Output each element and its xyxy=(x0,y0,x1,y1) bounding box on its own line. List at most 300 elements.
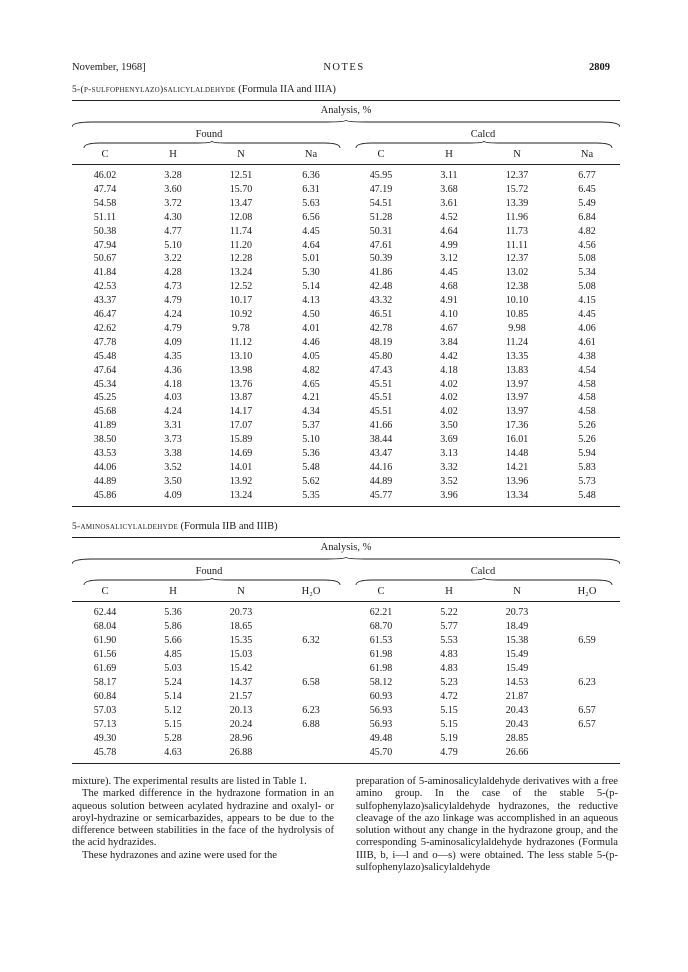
table-cell: 61.90 xyxy=(93,635,117,646)
table-cell: 4.64 xyxy=(302,239,320,251)
table-row xyxy=(72,719,620,731)
table-cell: 4.21 xyxy=(302,392,320,404)
table-cell: 3.50 xyxy=(440,420,458,432)
table-cell: 3.84 xyxy=(440,336,458,348)
table-row xyxy=(72,379,620,391)
table-row xyxy=(72,240,620,252)
table-cell: 14.48 xyxy=(505,448,529,459)
table-row xyxy=(72,677,620,689)
table-cell: 5.66 xyxy=(164,635,182,646)
table-cell: 4.18 xyxy=(440,364,458,376)
column-header: Na xyxy=(580,149,594,160)
table-cell: 4.35 xyxy=(164,350,182,362)
table-cell: 4.72 xyxy=(440,691,458,702)
table-cell: 4.01 xyxy=(302,322,320,334)
table-cell: 6.36 xyxy=(302,170,320,181)
table-cell: 4.83 xyxy=(440,663,458,674)
table-cell: 47.74 xyxy=(93,183,117,195)
table-row xyxy=(72,198,620,210)
table-cell: 42.62 xyxy=(93,322,117,334)
table-cell: 5.35 xyxy=(302,489,320,501)
table-cell: 46.47 xyxy=(93,309,117,320)
table-cell: 13.87 xyxy=(229,392,253,404)
table-cell: 3.31 xyxy=(164,420,182,432)
table-cell: 5.15 xyxy=(440,719,458,730)
table-cell: 4.79 xyxy=(164,322,182,334)
table-cell: 51.11 xyxy=(93,211,117,223)
table1-header-rule xyxy=(72,164,620,165)
table-cell: 41.86 xyxy=(369,267,393,279)
column-header: N xyxy=(237,149,245,160)
table-cell: 4.05 xyxy=(302,350,320,362)
table-cell: 20.43 xyxy=(505,719,529,730)
column-header: H xyxy=(169,586,177,597)
table-cell: 6.84 xyxy=(578,211,596,223)
table-cell: 61.56 xyxy=(93,649,117,660)
table2-caption-formula: (Formula IIB and IIIB) xyxy=(180,521,278,532)
table-cell: 68.70 xyxy=(369,621,393,632)
table-cell: 58.17 xyxy=(93,677,117,688)
table-cell: 47.19 xyxy=(369,183,393,195)
table-cell: 43.53 xyxy=(93,448,117,459)
table-cell: 3.11 xyxy=(440,170,458,181)
table-cell: 15.42 xyxy=(229,663,253,674)
table-cell: 14.37 xyxy=(229,677,253,688)
table-cell: 5.19 xyxy=(440,733,458,744)
table-cell: 4.56 xyxy=(578,239,596,251)
table-cell: 4.02 xyxy=(440,378,458,390)
table-row xyxy=(72,705,620,717)
table-cell: 45.70 xyxy=(369,747,393,758)
table2-group-braces xyxy=(72,578,620,586)
table-cell: 12.51 xyxy=(229,170,253,181)
table1-bottom-rule xyxy=(72,506,620,507)
table-cell: 46.02 xyxy=(93,170,117,181)
table-row xyxy=(72,649,620,661)
column-header: N xyxy=(237,586,245,597)
table-cell: 4.58 xyxy=(578,406,596,418)
table-cell: 11.73 xyxy=(505,225,529,237)
table-cell: 11.11 xyxy=(506,239,528,251)
table-cell: 5.34 xyxy=(578,267,596,279)
table-cell: 50.67 xyxy=(93,253,117,265)
table-cell: 3.32 xyxy=(440,461,458,473)
table-cell: 45.34 xyxy=(93,378,117,390)
table-cell: 4.28 xyxy=(164,267,182,279)
table-cell: 45.48 xyxy=(93,350,117,362)
table-row xyxy=(72,253,620,265)
table2-found-label: Found xyxy=(195,566,223,577)
table-cell: 5.37 xyxy=(302,420,320,432)
table-cell: 50.39 xyxy=(369,253,393,265)
column-header: N xyxy=(513,586,521,597)
table-row xyxy=(72,434,620,446)
table-cell: 12.38 xyxy=(505,281,529,293)
table-cell: 13.76 xyxy=(229,378,253,390)
table-cell: 5.08 xyxy=(578,253,596,265)
table-cell: 38.44 xyxy=(369,434,393,446)
table-cell: 45.25 xyxy=(93,392,117,404)
table-cell: 21.57 xyxy=(229,691,253,702)
table-cell: 54.58 xyxy=(93,197,117,209)
table-cell: 11.20 xyxy=(229,239,253,251)
table-cell: 5.49 xyxy=(578,197,596,209)
table-cell: 4.73 xyxy=(164,281,182,293)
table-cell: 6.31 xyxy=(302,183,320,195)
table-row xyxy=(72,747,620,759)
table-cell: 13.34 xyxy=(505,489,529,501)
table-cell: 11.96 xyxy=(505,211,529,223)
table-cell: 6.57 xyxy=(578,705,596,716)
table-cell: 20.73 xyxy=(505,607,529,618)
table-row xyxy=(72,212,620,224)
table-cell: 11.24 xyxy=(505,336,529,348)
table-cell: 15.72 xyxy=(505,183,529,195)
table-cell: 5.86 xyxy=(164,621,182,632)
table-row xyxy=(72,406,620,418)
table-cell: 20.43 xyxy=(505,705,529,716)
table2-analysis-brace xyxy=(72,557,620,565)
table-cell: 4.82 xyxy=(302,364,320,376)
table-cell: 15.70 xyxy=(229,183,253,195)
table-cell: 3.61 xyxy=(440,197,458,209)
table-cell: 4.38 xyxy=(578,350,596,362)
table-cell: 4.67 xyxy=(440,322,458,334)
table-cell: 15.03 xyxy=(229,649,253,660)
table-cell: 3.12 xyxy=(440,253,458,265)
table-cell: 18.65 xyxy=(229,621,253,632)
table-cell: 6.57 xyxy=(578,719,596,730)
table-cell: 42.78 xyxy=(369,322,393,334)
table-cell: 45.51 xyxy=(369,406,393,418)
table-cell: 44.06 xyxy=(93,461,117,473)
table-cell: 5.22 xyxy=(440,607,458,618)
table-cell: 57.13 xyxy=(93,719,117,730)
column-header: C xyxy=(101,586,109,597)
table-cell: 13.83 xyxy=(505,364,529,376)
table-cell: 12.08 xyxy=(229,211,253,223)
table-cell: 9.98 xyxy=(508,322,526,334)
table-cell: 4.42 xyxy=(440,350,458,362)
table-cell: 11.74 xyxy=(229,225,253,237)
table-cell: 5.24 xyxy=(164,677,182,688)
table-cell: 14.69 xyxy=(229,448,253,459)
table-cell: 4.50 xyxy=(302,309,320,320)
column-header: N xyxy=(513,149,521,160)
table-cell: 4.63 xyxy=(164,747,182,758)
table-cell: 13.97 xyxy=(505,378,529,390)
table-cell: 12.52 xyxy=(229,281,253,293)
table-cell: 5.01 xyxy=(302,253,320,265)
table-cell: 41.89 xyxy=(93,420,117,432)
table-cell: 5.12 xyxy=(164,705,182,716)
table-cell: 4.03 xyxy=(164,392,182,404)
table-cell: 4.68 xyxy=(440,281,458,293)
table-cell: 5.36 xyxy=(302,448,320,459)
table-row xyxy=(72,476,620,488)
table2-caption-compound: 5-aminosalicylaldehyde xyxy=(72,522,178,532)
table-cell: 16.01 xyxy=(505,434,529,446)
table-cell: 4.58 xyxy=(578,378,596,390)
table-cell: 47.64 xyxy=(93,364,117,376)
table-row xyxy=(72,663,620,675)
table1-found-label: Found xyxy=(195,129,223,140)
table-cell: 10.85 xyxy=(505,309,529,320)
table-cell: 26.88 xyxy=(229,747,253,758)
table-cell: 3.69 xyxy=(440,434,458,446)
table-cell: 28.96 xyxy=(229,733,253,744)
table-cell: 44.89 xyxy=(93,475,117,487)
table-cell: 14.53 xyxy=(505,677,529,688)
table-cell: 13.10 xyxy=(229,350,253,362)
table-cell: 4.82 xyxy=(578,225,596,237)
table-cell: 4.02 xyxy=(440,406,458,418)
right-para-1: preparation of 5-aminosalicylaldehyde derivatives with a free amino group. In the case of the stable 5-(p-sulfophenylazo)salicylaldehyde hydrazones, the reductive cleavage of the azo linkage was accomplished in an aqueous solution without any change in the hydrazone group, and the corresponding 5-aminosalicylaldehyde hydrazones (Formula IIIB, b, i—l and o—s) were obtained. The less stable 5-(p-sulfophenylazo)salicylaldehyde xyxy=(356,776,618,874)
table-cell: 54.51 xyxy=(369,197,393,209)
table-cell: 45.86 xyxy=(93,489,117,501)
table-cell: 48.19 xyxy=(369,336,393,348)
table-cell: 17.36 xyxy=(505,420,529,432)
table2-bottom-rule xyxy=(72,763,620,764)
table-cell: 62.21 xyxy=(369,607,393,618)
column-header: C xyxy=(377,586,385,597)
table-cell: 43.32 xyxy=(369,295,393,307)
table-cell: 47.61 xyxy=(369,239,393,251)
table-cell: 13.24 xyxy=(229,489,253,501)
body-text-right-column xyxy=(356,776,618,874)
table1-caption-formula: (Formula IIA and IIIA) xyxy=(238,84,336,95)
table-cell: 56.93 xyxy=(369,719,393,730)
table-cell: 5.48 xyxy=(302,461,320,473)
table-cell: 4.61 xyxy=(578,336,596,348)
column-header: H xyxy=(445,149,453,160)
table-row xyxy=(72,691,620,703)
table-cell: 20.24 xyxy=(229,719,253,730)
table-cell: 5.23 xyxy=(440,677,458,688)
table-row xyxy=(72,733,620,745)
table1-caption-compound: 5-(p-sulfophenylazo)salicylaldehyde xyxy=(72,85,236,95)
table2-calcd-label: Calcd xyxy=(470,566,496,577)
table-cell: 13.97 xyxy=(505,392,529,404)
table-cell: 56.93 xyxy=(369,705,393,716)
table1 xyxy=(72,100,620,510)
table-cell: 44.89 xyxy=(369,475,393,487)
table-cell: 5.14 xyxy=(164,691,182,702)
table1-top-rule xyxy=(72,100,620,101)
table-cell: 4.18 xyxy=(164,378,182,390)
table-cell: 11.12 xyxy=(229,336,253,348)
table-row xyxy=(72,281,620,293)
header-section: NOTES xyxy=(323,62,365,73)
table-cell: 5.15 xyxy=(164,719,182,730)
table-cell: 6.32 xyxy=(302,635,320,646)
table-cell: 49.48 xyxy=(369,733,393,744)
table-cell: 5.03 xyxy=(164,663,182,674)
table-row xyxy=(72,226,620,238)
table-cell: 4.79 xyxy=(440,747,458,758)
column-header: H xyxy=(169,149,177,160)
table2-analysis-label: Analysis, % xyxy=(320,542,372,553)
table-cell: 4.83 xyxy=(440,649,458,660)
table1-analysis-brace xyxy=(72,120,620,128)
table-row xyxy=(72,365,620,377)
table-row xyxy=(72,621,620,633)
table-cell: 5.28 xyxy=(164,733,182,744)
table-cell: 13.02 xyxy=(505,267,529,279)
table-cell: 5.26 xyxy=(578,420,596,432)
table-cell: 5.15 xyxy=(440,705,458,716)
table-cell: 14.17 xyxy=(229,406,253,418)
table-cell: 5.10 xyxy=(164,239,182,251)
table-cell: 61.53 xyxy=(369,635,393,646)
table-row xyxy=(72,267,620,279)
table-cell: 13.39 xyxy=(505,197,529,209)
table-cell: 4.02 xyxy=(440,392,458,404)
header-date: November, 1968] xyxy=(72,62,146,73)
table-cell: 6.45 xyxy=(578,183,596,195)
table-cell: 5.77 xyxy=(440,621,458,632)
table-cell: 13.98 xyxy=(229,364,253,376)
table1-calcd-label: Calcd xyxy=(470,129,496,140)
table-cell: 10.10 xyxy=(505,295,529,307)
table-cell: 3.28 xyxy=(164,170,182,181)
table-cell: 5.10 xyxy=(302,434,320,446)
table-cell: 4.46 xyxy=(302,336,320,348)
table-cell: 20.73 xyxy=(229,607,253,618)
table-cell: 57.03 xyxy=(93,705,117,716)
left-para-2: The marked difference in the hydrazone formation in an aqueous solution between acylated hydrazine and oxalyl- or aroyl-hydrazine or semicarbazides, appears to be due to the difference between stabilities in the face of the hydrolysis of the acid hydrazides. xyxy=(72,788,334,849)
table-row xyxy=(72,323,620,335)
column-header: H₂O xyxy=(301,586,321,597)
left-para-1: mixture). The experimental results are listed in Table 1. xyxy=(72,776,307,787)
table-cell: 17.07 xyxy=(229,420,253,432)
table-cell: 3.60 xyxy=(164,183,182,195)
table-cell: 50.31 xyxy=(369,225,393,237)
table-cell: 14.21 xyxy=(505,461,529,473)
table-cell: 6.88 xyxy=(302,719,320,730)
table-cell: 45.51 xyxy=(369,378,393,390)
header-page-number: 2809 xyxy=(589,62,610,73)
table-cell: 41.66 xyxy=(369,420,393,432)
left-para-3: These hydrazones and azine were used for the xyxy=(82,849,278,861)
table-cell: 6.23 xyxy=(578,677,596,688)
table-cell: 3.68 xyxy=(440,183,458,195)
table-cell: 4.09 xyxy=(164,489,182,501)
table-cell: 5.63 xyxy=(302,197,320,209)
table-cell: 61.69 xyxy=(93,663,117,674)
column-header: H xyxy=(445,586,453,597)
table-cell: 51.28 xyxy=(369,211,393,223)
table-cell: 4.54 xyxy=(578,364,596,376)
table-cell: 5.08 xyxy=(578,281,596,293)
table2-top-rule xyxy=(72,537,620,538)
table-cell: 3.96 xyxy=(440,489,458,501)
table1-caption xyxy=(72,84,336,95)
table-row xyxy=(72,635,620,647)
table-cell: 45.78 xyxy=(93,747,117,758)
table-cell: 3.52 xyxy=(440,475,458,487)
table-cell: 62.44 xyxy=(93,607,117,618)
body-text-left-column xyxy=(72,776,334,862)
table-cell: 12.28 xyxy=(229,253,253,265)
table-cell: 4.13 xyxy=(302,295,320,307)
table-cell: 13.92 xyxy=(229,475,253,487)
table-cell: 15.35 xyxy=(229,635,253,646)
table-cell: 4.99 xyxy=(440,239,458,251)
table-cell: 14.01 xyxy=(229,461,253,473)
table2-caption xyxy=(72,521,278,532)
table-row xyxy=(72,184,620,196)
table-cell: 12.37 xyxy=(505,253,529,265)
table-cell: 13.47 xyxy=(229,197,253,209)
table1-analysis-label: Analysis, % xyxy=(320,105,372,116)
table-row xyxy=(72,295,620,307)
table-cell: 44.16 xyxy=(369,461,393,473)
table-cell: 4.34 xyxy=(302,406,320,418)
table-row xyxy=(72,448,620,460)
table-cell: 13.97 xyxy=(505,406,529,418)
table-cell: 45.80 xyxy=(369,350,393,362)
table-row xyxy=(72,490,620,502)
column-header: C xyxy=(377,149,385,160)
table-cell: 47.43 xyxy=(369,364,393,376)
table-row xyxy=(72,337,620,349)
table-cell: 4.79 xyxy=(164,295,182,307)
table-cell: 45.77 xyxy=(369,489,393,501)
table-cell: 6.59 xyxy=(578,635,596,646)
table-cell: 68.04 xyxy=(93,621,117,632)
table-cell: 5.30 xyxy=(302,267,320,279)
table-cell: 49.30 xyxy=(93,733,117,744)
table-cell: 4.85 xyxy=(164,649,182,660)
table-cell: 15.49 xyxy=(505,649,529,660)
table-cell: 21.87 xyxy=(505,691,529,702)
table-cell: 58.12 xyxy=(369,677,393,688)
table-cell: 10.17 xyxy=(229,295,253,307)
table-cell: 61.98 xyxy=(369,649,393,660)
table-row xyxy=(72,351,620,363)
table-cell: 60.93 xyxy=(369,691,393,702)
table-cell: 4.06 xyxy=(578,322,596,334)
table-row xyxy=(72,392,620,404)
table-cell: 4.52 xyxy=(440,211,458,223)
table-cell: 3.38 xyxy=(164,448,182,459)
table2-header-rule xyxy=(72,601,620,602)
table-cell: 15.89 xyxy=(229,434,253,446)
table-cell: 6.58 xyxy=(302,677,320,688)
table-row xyxy=(72,170,620,182)
table-cell: 45.95 xyxy=(369,170,393,181)
table-cell: 4.77 xyxy=(164,225,182,237)
column-header: C xyxy=(101,149,109,160)
table-row xyxy=(72,607,620,619)
table-cell: 5.26 xyxy=(578,434,596,446)
table-cell: 4.58 xyxy=(578,392,596,404)
table-cell: 3.52 xyxy=(164,461,182,473)
table-cell: 6.56 xyxy=(302,211,320,223)
table-cell: 4.09 xyxy=(164,336,182,348)
table-cell: 61.98 xyxy=(369,663,393,674)
table-cell: 5.62 xyxy=(302,475,320,487)
table-cell: 42.48 xyxy=(369,281,393,293)
table-cell: 5.73 xyxy=(578,475,596,487)
table-cell: 4.91 xyxy=(440,295,458,307)
table-cell: 50.38 xyxy=(93,225,117,237)
table-cell: 4.45 xyxy=(302,225,320,237)
column-header: Na xyxy=(304,149,318,160)
table-cell: 28.85 xyxy=(505,733,529,744)
table-cell: 15.49 xyxy=(505,663,529,674)
